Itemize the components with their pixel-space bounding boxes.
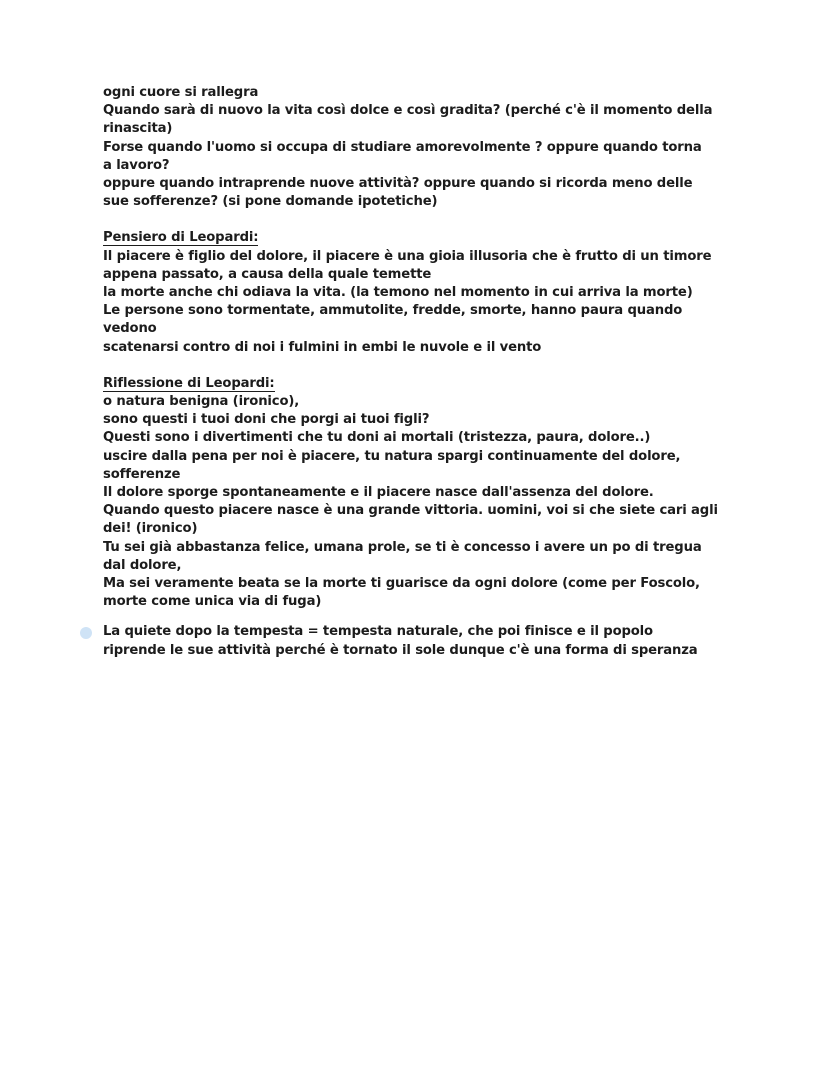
bullet-item xyxy=(103,623,723,659)
text-line: la morte anche chi odiava la vita. (la temono nel momento in cui arriva la morte) xyxy=(103,285,693,301)
text-line: Le persone sono tormentate, ammutolite, fredde, smorte, hanno paura quando xyxy=(103,303,683,319)
text-line: scatenarsi contro di noi i fulmini in embi le nuvole e il vento xyxy=(103,339,542,355)
text-line: a lavoro? xyxy=(103,157,170,173)
text-line: sono questi i tuoi doni che porgi ai tuoi figli? xyxy=(103,412,430,428)
text-line: Forse quando l'uomo si occupa di studiare amorevolmente ? oppure quando torna xyxy=(103,139,702,155)
text-line: morte come unica via di fuga) xyxy=(103,594,322,610)
text-line: vedono xyxy=(103,321,157,337)
pensiero-section xyxy=(103,229,723,356)
text-line: dal dolore, xyxy=(103,557,182,573)
text-line: uscire dalla pena per noi è piacere, tu natura spargi continuamente del dolore, xyxy=(103,448,681,464)
text-line: oppure quando intraprende nuove attività? oppure quando si ricorda meno delle xyxy=(103,176,693,192)
text-line: ogni cuore si rallegra xyxy=(103,85,259,100)
text-line: Il piacere è figlio del dolore, il piacere è una gioia illusoria che è frutto di un timore xyxy=(103,248,712,264)
text-line: rinascita) xyxy=(103,121,173,137)
text-line: Tu sei già abbastanza felice, umana prole, se ti è concesso i avere un po di tregua xyxy=(103,539,702,555)
text-line: riprende le sue attività perché è tornato il sole dunque c'è una forma di speranza xyxy=(103,642,698,658)
pensiero-heading: Pensiero di Leopardi: xyxy=(103,230,259,246)
riflessione-section xyxy=(103,375,723,612)
text-line: o natura benigna (ironico), xyxy=(103,394,300,410)
text-line: Quando questo piacere nasce è una grande vittoria. uomini, voi si che siete cari agli xyxy=(103,503,718,519)
text-line: Il dolore sporge spontaneamente e il piacere nasce dall'assenza del dolore. xyxy=(103,485,654,501)
text-line: La quiete dopo la tempesta = tempesta naturale, che poi finisce e il popolo xyxy=(103,624,653,640)
text-line: dei! (ironico) xyxy=(103,521,198,537)
text-line: sofferenze xyxy=(103,466,181,482)
notes-content xyxy=(103,84,723,660)
riflessione-heading: Riflessione di Leopardi: xyxy=(103,375,275,391)
text-line: sue sofferenze? (si pone domande ipotetiche) xyxy=(103,194,438,210)
text-line: appena passato, a causa della quale temette xyxy=(103,266,432,282)
text-line: Questi sono i divertimenti che tu doni ai mortali (tristezza, paura, dolore..) xyxy=(103,430,651,446)
text-line: Ma sei veramente beata se la morte ti guarisce da ogni dolore (come per Foscolo, xyxy=(103,576,700,592)
section-spacer xyxy=(103,611,723,623)
text-line: Quando sarà di nuovo la vita così dolce e così gradita? (perché c'è il momento della xyxy=(103,103,713,119)
section-spacer xyxy=(103,357,723,375)
section-spacer xyxy=(103,211,723,229)
intro-paragraph xyxy=(103,84,723,211)
bullet-dot-icon xyxy=(80,627,92,639)
